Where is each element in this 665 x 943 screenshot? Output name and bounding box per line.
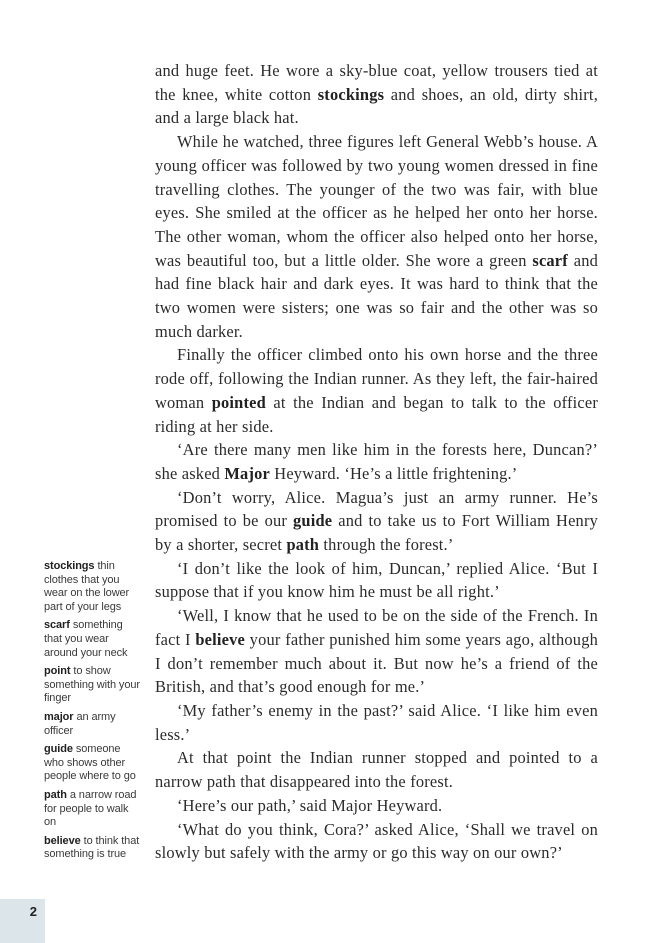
paragraph: ‘Don’t worry, Alice. Magua’s just an army runner. He’s promised to be our guide and to take us to Fort William Henry by a shorter, secret path through the forest.’ [155, 487, 598, 555]
glossary-definition: someone who shows other people where to go [44, 743, 136, 783]
body-text [155, 59, 598, 865]
glossary [44, 560, 141, 867]
page-number: 2 [29, 904, 37, 919]
glossary-term: major [44, 710, 74, 723]
glossary-term: believe [44, 834, 81, 847]
glossary-word-highlight: guide [293, 511, 333, 531]
glossary-word-highlight: scarf [532, 250, 568, 270]
glossary-term: scarf [44, 619, 70, 632]
glossary-definition: something that you wear around your neck [44, 619, 128, 659]
paragraph: ‘Here’s our path,’ said Major Heyward. [177, 795, 443, 815]
paragraph: ‘My father’s enemy in the past?’ said Alice. ‘I like him even less.’ [155, 700, 598, 744]
glossary-definition: an army officer [44, 710, 116, 737]
glossary-definition: a narrow road for people to walk on [44, 788, 137, 829]
glossary-word-highlight: believe [195, 629, 246, 649]
glossary-word-highlight: Major [224, 463, 270, 483]
glossary-word-highlight: stockings [317, 84, 385, 104]
paragraph: Finally the officer climbed onto his own horse and the three rode off, following the Indian runner. As they left, the fair-haired woman pointed at the Indian and began to talk to the officer riding at her side. [155, 345, 598, 436]
glossary-definition: to think that something is true [44, 834, 140, 861]
glossary-term: point [44, 665, 71, 678]
page-number-box [0, 899, 45, 943]
glossary-entry [44, 789, 141, 830]
glossary-entry [44, 835, 141, 862]
glossary-entry [44, 711, 141, 738]
paragraph: At that point the Indian runner stopped and pointed to a narrow path that disappeared into the forest. [155, 748, 598, 792]
paragraph: While he watched, three figures left General Webb’s house. A young officer was followed by two young women dressed in fine travelling clothes. The younger of the two was fair, with blue eyes. She smiled at the officer as he helped her onto her horse. The other woman, whom the officer also helped onto her horse, was beautiful too, but a little older. She wore a green scarf and had fine black hair and dark eyes. It was hard to think that the two women were sisters; one was so fair and the other was so much darker. [155, 132, 598, 341]
paragraph: ‘I don’t like the look of him, Duncan,’ replied Alice. ‘But I suppose that if you know him he must be all right.’ [155, 558, 598, 602]
paragraph: ‘Are there many men like him in the forests here, Duncan?’ she asked Major Heyward. ‘He’s a little frightening.’ [155, 440, 598, 483]
glossary-entry [44, 665, 141, 706]
glossary-term: stockings [44, 560, 95, 572]
glossary-word-highlight: path [286, 535, 320, 555]
paragraph: and huge feet. He wore a sky-blue coat, yellow trousers tied at the knee, white cotton stockings and shoes, an old, dirty shirt, and a large black hat. [155, 61, 598, 128]
paragraph: ‘What do you think, Cora?’ asked Alice, ‘Shall we travel on slowly but safely with the army or go this way on our own?’ [155, 819, 598, 863]
glossary-entry [44, 619, 141, 660]
glossary-term: guide [44, 743, 73, 756]
glossary-entry [44, 743, 141, 784]
glossary-definition: thin clothes that you wear on the lower part of your legs [44, 560, 130, 613]
glossary-term: path [44, 788, 67, 801]
glossary-entry [44, 560, 141, 614]
glossary-definition: to show something with your finger [44, 665, 140, 705]
paragraph: ‘Well, I know that he used to be on the side of the French. In fact I believe your father punished him some years ago, although I don’t remember much about it. But now he’s a friend of the British, and that’s good enough for me.’ [155, 606, 598, 697]
glossary-word-highlight: pointed [211, 392, 266, 412]
